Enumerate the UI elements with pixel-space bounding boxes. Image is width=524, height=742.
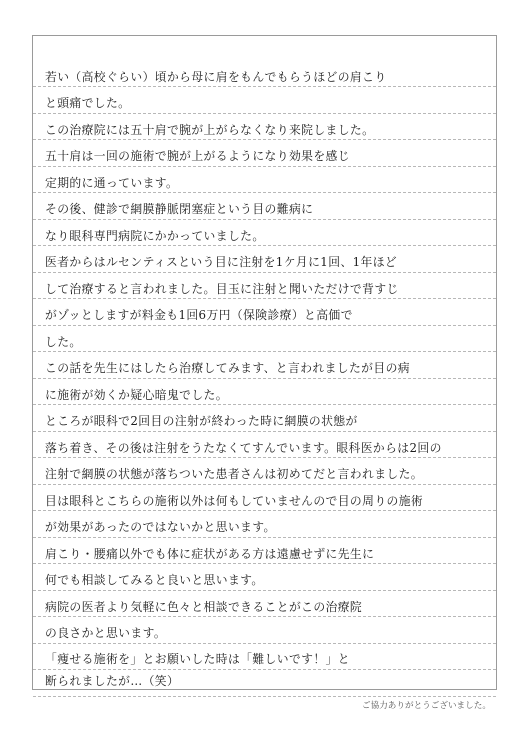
letter-line-24: 断られましたが…（笑） (45, 674, 180, 688)
letter-line-14: ところが眼科で2回目の注射が終わった時に網膜の状態が (45, 414, 358, 428)
letter-line-18: が効果があったのではないかと思います。 (45, 520, 276, 534)
letter-line-13: に施術が効くか疑心暗鬼でした。 (45, 388, 228, 402)
letter-line-23: 「痩せる施術を」とお願いした時は「難しいです！」と (45, 652, 350, 666)
letter-line-17: 目は眼科とこちらの施術以外は何もしていませんので目の周りの施術 (45, 494, 424, 508)
letter-line-6: その後、健診で網膜静脈閉塞症という目の難病に (45, 202, 314, 216)
letter-line-8: 医者からはルセンティスという目に注射を1ケ月に1回、1年ほど (45, 255, 398, 269)
letter-line-16: 注射で網膜の状態が落ちついた患者さんは初めてだと言われました。 (45, 467, 423, 481)
letter-line-22: の良さかと思います。 (45, 626, 167, 640)
letter-line-15: 落ち着き、その後は注射をうたなくてすんでいます。眼科医からは2回の (45, 441, 442, 455)
ruled-line (33, 696, 496, 697)
letter-line-20: 何でも相談してみると良いと思います。 (45, 573, 264, 587)
letter-line-19: 肩こり・腰痛以外でも体に症状がある方は遠慮せずに先生に (45, 547, 375, 561)
letter-line-2: と頭痛でした。 (45, 96, 131, 110)
thanks-note: ご協力ありがとうございました。 (362, 701, 491, 711)
letter-line-12: この話を先生にはしたら治療してみます、と言われましたが目の病 (45, 361, 410, 375)
letter-line-21: 病院の医者より気軽に色々と相談できることがこの治療院 (45, 600, 363, 614)
letter-line-11: した。 (45, 335, 82, 349)
letter-line-9: して治療すると言われました。目玉に注射と聞いただけで背すじ (45, 282, 399, 296)
letter-line-1: 若い（高校ぐらい）頃から母に肩をもんでもらうほどの肩こり (45, 70, 387, 84)
letter-sheet (32, 35, 497, 690)
letter-line-4: 五十肩は一回の施術で腕が上がるようになり効果を感じ (45, 149, 350, 163)
letter-line-5: 定期的に通っています。 (45, 176, 179, 190)
letter-line-3: この治療院には五十肩で腕が上がらなくなり来院しました。 (45, 123, 375, 137)
letter-line-10: がゾッとしますが料金も1回6万円（保険診療）と高価で (45, 308, 353, 322)
letter-line-7: なり眼科専門病院にかかっていました。 (45, 229, 265, 243)
